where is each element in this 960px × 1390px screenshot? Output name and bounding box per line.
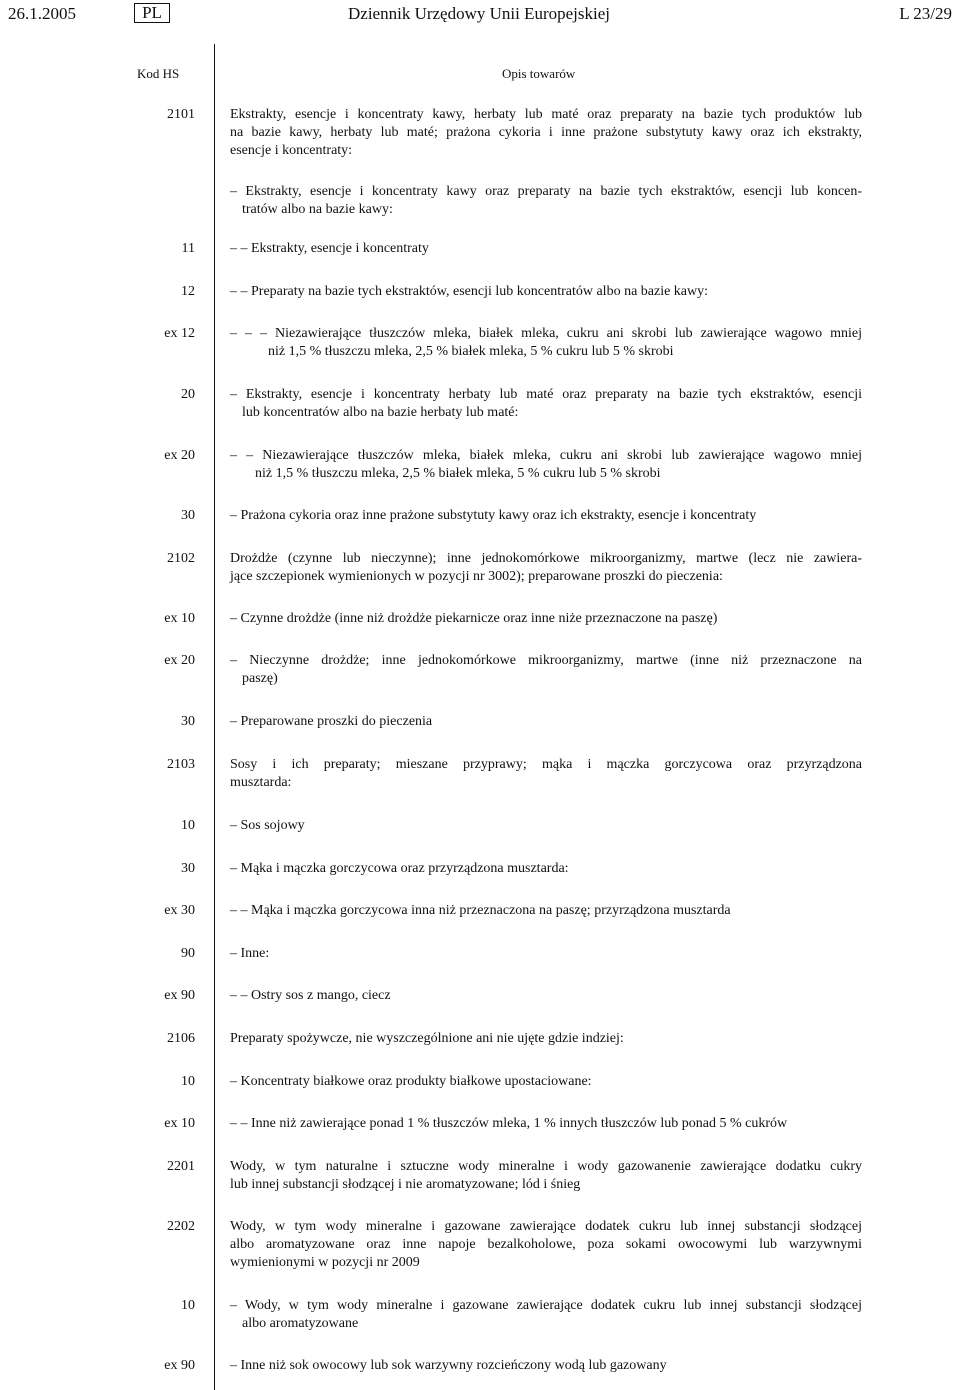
description-line: Ekstrakty, esencje i koncentraty kawy, herbaty lub maté oraz preparaty na bazie tych produktów lub [230, 107, 862, 122]
column-header-code: Kod HS [137, 66, 180, 81]
description-line: – Mąka i mączka gorczycowa oraz przyrządzona musztarda: [230, 861, 569, 876]
description-line: Wody, w tym wody mineralne i gazowane zawierające dodatek cukru lub innej substancji słodzącej [230, 1219, 862, 1234]
page-header [0, 0, 960, 32]
hs-code: 10 [181, 1074, 195, 1089]
hs-code: ex 90 [164, 1358, 195, 1373]
goods-description [230, 860, 862, 878]
hs-code: 2101 [167, 107, 195, 122]
description-line: – Inne niż sok owocowy lub sok warzywny rozcieńczony wodą lub gazowany [230, 1358, 667, 1373]
goods-description [230, 1158, 862, 1194]
description-line: Drożdże (czynne lub nieczynne); inne jednokomórkowe mikroorganizmy, martwe (lecz nie zawiera- [230, 551, 862, 566]
description-line: albo aromatyzowane oraz inne napoje bezalkoholowe, poza sokami owocowymi lub warzywnymi [230, 1237, 862, 1252]
hs-code: ex 10 [164, 611, 195, 626]
goods-description [230, 713, 862, 731]
hs-code: ex 20 [164, 448, 195, 463]
description-line: – Nieczynne drożdże; inne jednokomórkowe mikroorganizmy, martwe (inne niż przeznaczone na [230, 653, 862, 668]
description-line: albo aromatyzowane [242, 1316, 359, 1331]
description-line: musztarda: [230, 775, 292, 790]
description-line: Sosy i ich preparaty; mieszane przyprawy; mąka i mączka gorczycowa oraz przyrządzona [230, 757, 862, 772]
goods-description [230, 507, 862, 525]
goods-description [230, 1218, 862, 1272]
goods-description [230, 1030, 862, 1048]
description-line: Preparaty spożywcze, nie wyszczególnione ani nie ujęte gdzie indziej: [230, 1031, 624, 1046]
goods-description [230, 945, 862, 963]
hs-code: ex 12 [164, 326, 195, 341]
goods-description [230, 550, 862, 586]
hs-code: 2106 [167, 1031, 195, 1046]
description-line: – – Mąka i mączka gorczycowa inna niż przeznaczona na paszę; przyrządzona musztarda [230, 903, 731, 918]
header-date: 26.1.2005 [8, 4, 76, 23]
hs-code: 2102 [167, 551, 195, 566]
goods-description [230, 283, 862, 301]
hs-code: 30 [181, 508, 195, 523]
goods-description [230, 902, 862, 920]
description-line: jące szczepionek wymienionych w pozycji nr 3002); preparowane proszki do pieczenia: [230, 569, 723, 584]
goods-description [230, 240, 862, 258]
goods-description [230, 987, 862, 1005]
hs-code: 30 [181, 861, 195, 876]
description-line: tratów albo na bazie kawy: [242, 202, 393, 217]
hs-code: 2201 [167, 1159, 195, 1174]
description-line: esencje i koncentraty: [230, 143, 353, 158]
hs-code: 20 [181, 387, 195, 402]
description-line: – Preparowane proszki do pieczenia [230, 714, 433, 729]
goods-description [230, 817, 862, 835]
hs-code: ex 90 [164, 988, 195, 1003]
description-line: – – Preparaty na bazie tych ekstraktów, esencji lub koncentratów albo na bazie kawy: [230, 284, 709, 299]
description-line: lub koncentratów albo na bazie herbaty lub maté: [242, 405, 519, 420]
hs-code: ex 10 [164, 1116, 195, 1131]
goods-description [230, 756, 862, 792]
goods-description [230, 610, 862, 628]
column-header-description: Opis towarów [502, 66, 576, 81]
description-line: wymienionymi w pozycji nr 2009 [230, 1255, 420, 1270]
description-line: – Sos sojowy [230, 818, 305, 833]
description-line: – Inne: [230, 946, 270, 961]
hs-code: 2103 [167, 757, 195, 772]
hs-code: 10 [181, 1298, 195, 1313]
goods-description [230, 447, 862, 483]
goods-description [230, 386, 862, 422]
description-line: – – Niezawierające tłuszczów mleka, białek mleka, cukru ani skrobi lub zawierające wagowo mniej [230, 448, 862, 463]
column-divider [214, 44, 215, 1390]
goods-description [230, 1073, 862, 1091]
description-line: na bazie kawy, herbaty lub maté; prażona cykoria i inne prażone substytuty kawy oraz ich ekstrakty, [230, 125, 862, 140]
header-page-number: L 23/29 [899, 4, 952, 23]
description-line: – Ekstrakty, esencje i koncentraty herbaty lub maté oraz preparaty na bazie tych ekstraktów, esencji [230, 387, 862, 402]
hs-code: 30 [181, 714, 195, 729]
hs-code: ex 30 [164, 903, 195, 918]
description-line: lub innej substancji słodzącej i nie aromatyzowane; lód i śnieg [230, 1177, 581, 1192]
description-line: niż 1,5 % tłuszczu mleka, 2,5 % białek mleka, 5 % cukru lub 5 % skrobi [268, 344, 674, 359]
goods-description [230, 106, 862, 160]
hs-code: 2202 [167, 1219, 195, 1234]
goods-description [230, 183, 862, 219]
description-line: – – Inne niż zawierające ponad 1 % tłuszczów mleka, 1 % innych tłuszczów lub ponad 5 % cukrów [230, 1116, 788, 1131]
description-line: – Czynne drożdże (inne niż drożdże piekarnicze oraz inne niże przeznaczone na paszę) [230, 611, 718, 626]
description-line: – – – Niezawierające tłuszczów mleka, białek mleka, cukru ani skrobi lub zawierające wagowo mniej [230, 326, 862, 341]
goods-description [230, 652, 862, 688]
goods-description [230, 1115, 862, 1133]
goods-description [230, 1297, 862, 1333]
goods-description [230, 1357, 862, 1375]
hs-code: 12 [181, 284, 195, 299]
hs-code: 90 [181, 946, 195, 961]
description-line: – – Ekstrakty, esencje i koncentraty [230, 241, 429, 256]
description-line: niż 1,5 % tłuszczu mleka, 2,5 % białek mleka, 5 % cukru lub 5 % skrobi [255, 466, 661, 481]
hs-code: 11 [181, 241, 195, 256]
description-line: – Wody, w tym wody mineralne i gazowane zawierające dodatek cukru lub innej substancji słodzącej [230, 1298, 862, 1313]
description-line: – Ekstrakty, esencje i koncentraty kawy oraz preparaty na bazie tych ekstraktów, esencji lub koncen- [230, 184, 862, 199]
description-line: – Koncentraty białkowe oraz produkty białkowe upostaciowane: [230, 1074, 592, 1089]
hs-code: 10 [181, 818, 195, 833]
goods-description [230, 325, 862, 361]
description-line: paszę) [242, 671, 278, 686]
header-language-box: PL [134, 3, 170, 23]
description-line: – Prażona cykoria oraz inne prażone substytuty kawy oraz ich ekstrakty, esencje i koncentraty [230, 508, 757, 523]
header-journal-title: Dziennik Urzędowy Unii Europejskiej [348, 4, 611, 23]
hs-code: ex 20 [164, 653, 195, 668]
description-line: – – Ostry sos z mango, ciecz [230, 988, 391, 1003]
description-line: Wody, w tym naturalne i sztuczne wody mineralne i wody gazowanenie zawierające dodatku cukry [230, 1159, 862, 1174]
